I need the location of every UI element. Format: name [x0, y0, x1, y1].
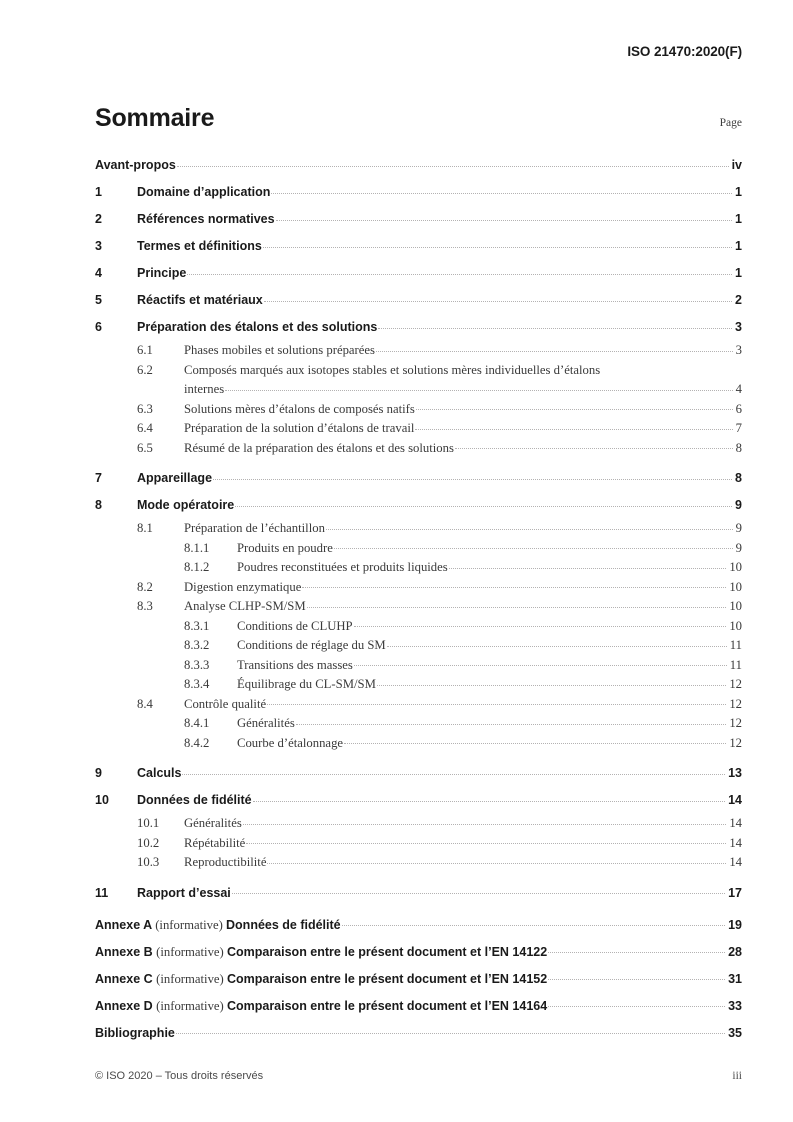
dot-leader — [548, 1005, 725, 1007]
dot-leader — [271, 192, 732, 194]
toc-entry[interactable] — [95, 695, 742, 715]
annex-label: Annexe C — [95, 971, 157, 986]
dot-leader — [267, 703, 726, 705]
dot-leader — [344, 742, 726, 744]
toc-entry-number: 10.1 — [137, 816, 160, 830]
toc-entry[interactable] — [95, 578, 742, 598]
toc-entry-body — [137, 760, 742, 787]
toc-entry-number: 8.3 — [137, 599, 153, 613]
toc-entry-number: 10.3 — [137, 855, 160, 869]
toc-entry-title: Préparation des étalons et des solutions — [137, 320, 378, 334]
toc-entry-body — [237, 734, 742, 754]
toc-entry[interactable] — [95, 597, 742, 617]
dot-leader — [416, 408, 733, 410]
dot-leader — [243, 823, 727, 825]
dot-leader — [354, 625, 727, 627]
toc-entry-body — [137, 260, 742, 287]
toc-entry-number: 7 — [95, 471, 102, 485]
toc-entry-page: 1 — [735, 185, 742, 199]
toc-entry[interactable] — [95, 1020, 742, 1047]
dot-leader — [213, 478, 732, 480]
toc-entry[interactable] — [95, 179, 742, 206]
toc-entry-title-continued: internes — [184, 382, 225, 396]
toc-entry-title: Rapport d’essai — [137, 885, 231, 900]
toc-entry-page: 14 — [728, 793, 742, 807]
toc-entry-body — [137, 287, 742, 314]
toc-entry-body — [237, 617, 742, 637]
toc-entry-number: 10 — [95, 793, 109, 807]
toc-entry[interactable] — [95, 675, 742, 695]
toc-entry-number: 6.5 — [137, 440, 153, 455]
toc-entry-number: 8.3.3 — [184, 657, 210, 672]
toc-entry[interactable] — [95, 400, 742, 420]
toc-entry-body — [95, 912, 742, 939]
toc-entry-page: 12 — [729, 716, 742, 730]
toc-entry-body — [184, 439, 742, 459]
toc-entry-title: Analyse CLHP-SM/SM — [184, 599, 306, 613]
toc-entry[interactable] — [95, 787, 742, 814]
toc-entry[interactable] — [95, 993, 742, 1020]
toc-entry-title: Produits en poudre — [237, 540, 333, 555]
toc-entry-body — [237, 539, 742, 559]
toc-entry[interactable] — [95, 260, 742, 287]
toc-entry[interactable] — [95, 233, 742, 260]
toc-entry-page: 7 — [735, 421, 742, 435]
toc-entry-body — [237, 558, 742, 578]
toc-entry-number: 8.3.1 — [184, 618, 210, 633]
toc-entry-page: 9 — [735, 498, 742, 512]
toc-entry-number: 8.4 — [137, 696, 153, 711]
annex-title: Comparaison entre le présent document et l’EN 14122 — [226, 944, 548, 959]
toc-entry-number: 10.2 — [137, 835, 160, 850]
dot-leader — [377, 684, 726, 686]
dot-leader — [548, 951, 725, 953]
toc-entry-page: 13 — [728, 766, 742, 780]
toc-entry-title: Répétabilité — [184, 835, 246, 850]
toc-entry-title — [95, 966, 547, 993]
toc-entry-page: 19 — [728, 917, 742, 932]
toc-entry-title: Poudres reconstituées et produits liquides — [237, 560, 448, 574]
toc-entry-body — [184, 578, 742, 598]
toc-entry-number: 4 — [95, 266, 102, 280]
toc-entry-page: 17 — [728, 885, 742, 900]
toc-entry-title: Préparation de l’échantillon — [184, 521, 325, 535]
toc-entry[interactable] — [95, 656, 742, 676]
toc-entry-title: Contrôle qualité — [184, 696, 267, 711]
toc-entry-page: 28 — [728, 944, 742, 959]
toc-entry-page: 14 — [729, 835, 742, 850]
dot-leader — [342, 924, 725, 926]
page-column-header: Page — [719, 117, 742, 129]
toc-entry-number: 6.4 — [137, 421, 153, 435]
toc-entry[interactable] — [95, 206, 742, 233]
toc-entry-title: Domaine d’application — [137, 185, 271, 199]
dot-leader — [225, 389, 732, 391]
dot-leader — [449, 567, 727, 569]
toc-entry-body — [137, 465, 742, 492]
toc-entry-title: Préparation de la solution d’étalons de travail — [184, 421, 415, 435]
toc-entry[interactable] — [95, 814, 742, 834]
toc-entry-body — [95, 939, 742, 966]
toc-entry[interactable] — [95, 734, 742, 754]
toc-entry-number: 1 — [95, 185, 102, 199]
toc-entry-title: Généralités — [237, 716, 295, 730]
annex-qualifier: (informative) — [155, 917, 227, 932]
dot-leader — [387, 645, 727, 647]
toc-entry-number: 6.1 — [137, 343, 153, 357]
toc-entry-title: Références normatives — [137, 212, 275, 226]
toc-entry-page: 10 — [729, 579, 742, 594]
toc-entry-number: 8.2 — [137, 579, 153, 594]
dot-leader — [264, 300, 732, 302]
page-folio: iii — [732, 1070, 742, 1082]
annex-qualifier: (informative) — [156, 998, 227, 1013]
toc-entry-body — [237, 636, 742, 656]
toc-entry[interactable] — [95, 636, 742, 656]
annex-qualifier: (informative) — [156, 971, 227, 986]
toc-entry-page: 2 — [735, 293, 742, 307]
dot-leader — [376, 350, 733, 352]
dot-leader — [378, 327, 732, 329]
toc-entry[interactable] — [95, 912, 742, 939]
toc-entry-body — [184, 814, 742, 834]
annex-qualifier: (informative) — [156, 944, 227, 959]
toc-entry[interactable] — [95, 966, 742, 993]
toc-entry-number: 6.3 — [137, 401, 153, 416]
toc-entry[interactable] — [95, 539, 742, 559]
toc-entry-page: 33 — [728, 998, 742, 1013]
toc-entry-page: 3 — [735, 343, 742, 357]
document-reference-header: ISO 21470:2020(F) — [627, 44, 742, 59]
annex-label: Annexe D — [95, 998, 157, 1013]
toc-entry-body — [95, 152, 742, 179]
dot-leader — [263, 246, 732, 248]
toc-entry-number: 5 — [95, 293, 102, 307]
toc-entry-page: 10 — [729, 618, 742, 633]
toc-entry[interactable] — [95, 465, 742, 492]
toc-entry-title — [95, 939, 547, 966]
toc-entry-body — [137, 880, 742, 907]
toc-entry[interactable] — [95, 617, 742, 637]
toc-entry-body — [184, 853, 742, 873]
toc-entry[interactable] — [95, 361, 742, 400]
toc-entry[interactable] — [95, 419, 742, 439]
toc-entry-page: iv — [731, 158, 742, 172]
toc-entry-number: 3 — [95, 239, 102, 253]
toc-entry-title: Généralités — [184, 816, 242, 830]
toc-entry-body — [137, 179, 742, 206]
toc-title-row — [95, 106, 742, 131]
dot-leader — [276, 219, 732, 221]
toc-entry-body — [237, 656, 742, 676]
toc-entry-title: Résumé de la préparation des étalons et des solutions — [184, 440, 454, 455]
dot-leader — [326, 528, 733, 530]
toc-entry[interactable] — [95, 287, 742, 314]
toc-entry-title: Données de fidélité — [137, 793, 252, 807]
page-title: Sommaire — [95, 104, 215, 132]
toc-entry-title: Réactifs et matériaux — [137, 293, 263, 307]
dot-leader — [182, 773, 725, 775]
toc-entry-title — [95, 912, 341, 939]
toc-entry-body — [137, 314, 742, 341]
toc-entry-title: Solutions mères d’étalons de composés natifs — [184, 401, 415, 416]
toc-entry-number: 8.1 — [137, 521, 153, 535]
dot-leader — [455, 447, 733, 449]
toc-entry-line — [95, 380, 742, 400]
annex-label: Annexe B — [95, 944, 157, 959]
toc-entry-page: 14 — [729, 855, 742, 869]
toc-entry-title: Digestion enzymatique — [184, 579, 302, 594]
dot-leader — [334, 547, 733, 549]
toc-entry-body — [184, 400, 742, 420]
toc-entry-page: 31 — [728, 971, 742, 986]
toc-entry-page: 12 — [729, 735, 742, 750]
dot-leader — [302, 586, 726, 588]
toc-entry-title: Reproductibilité — [184, 855, 267, 869]
toc-entry-number: 8.3.2 — [184, 638, 210, 652]
toc-entry-number: 8.3.4 — [184, 677, 210, 691]
dot-leader — [548, 978, 725, 980]
annex-title: Comparaison entre le présent document et l’EN 14152 — [226, 971, 548, 986]
toc-entry-title: Équilibrage du CL-SM/SM — [237, 677, 376, 691]
toc-entry-number: 8.1.2 — [184, 560, 210, 574]
toc-entry[interactable] — [95, 558, 742, 578]
toc-entry-title: Calculs — [137, 766, 182, 780]
toc-entry[interactable] — [95, 314, 742, 341]
toc-entry-title: Conditions de CLUHP — [237, 618, 353, 633]
dot-leader — [177, 165, 729, 167]
annex-title: Comparaison entre le présent document et l’EN 14164 — [226, 998, 548, 1013]
toc-entry-page: 9 — [735, 540, 742, 555]
toc-entry[interactable] — [95, 519, 742, 539]
dot-leader — [176, 1032, 725, 1034]
toc-entry-title — [95, 993, 547, 1020]
toc-entry[interactable] — [95, 834, 742, 854]
toc-entry-page: 8 — [735, 440, 742, 455]
toc-entry-title: Avant-propos — [95, 158, 176, 172]
toc-entry-page: 11 — [729, 657, 742, 672]
toc-entry-line — [95, 361, 742, 381]
toc-entry-number: 6.2 — [137, 362, 153, 377]
toc-entry-title: Courbe d’étalonnage — [237, 735, 344, 750]
toc-entry-title: Termes et définitions — [137, 239, 262, 253]
toc-entry-body — [237, 675, 742, 695]
toc-entry-title: Transitions des masses — [237, 657, 353, 672]
toc-entry-title: Composés marqués aux isotopes stables et solutions mères individuelles d’étalons — [184, 362, 601, 377]
toc-entry[interactable] — [95, 152, 742, 179]
toc-entry[interactable] — [95, 714, 742, 734]
dot-leader — [235, 505, 732, 507]
toc-entry[interactable] — [95, 492, 742, 519]
toc-entry-page: 9 — [735, 521, 742, 535]
toc-entry-body — [184, 695, 742, 715]
toc-entry-body — [237, 714, 742, 734]
toc-entry[interactable] — [95, 853, 742, 873]
dot-leader — [415, 428, 732, 430]
toc-entry-body — [137, 233, 742, 260]
toc-entry[interactable] — [95, 439, 742, 459]
toc-entry-body — [184, 419, 742, 439]
annex-label: Bibliographie — [95, 1025, 175, 1040]
toc-entry-number: 9 — [95, 766, 102, 780]
toc-entry-page: 1 — [735, 266, 742, 280]
dot-leader — [307, 606, 727, 608]
toc-entry-page: 10 — [729, 599, 742, 613]
toc-entry-page: 12 — [729, 677, 742, 691]
dot-leader — [187, 273, 732, 275]
toc-entry-page: 35 — [728, 1025, 742, 1040]
toc-entry-body — [137, 787, 742, 814]
annex-title: Données de fidélité — [226, 917, 341, 932]
toc-entry-page: 1 — [735, 212, 742, 226]
toc-entry[interactable] — [95, 880, 742, 907]
annex-label: Annexe A — [95, 917, 156, 932]
toc-entry-number: 8.4.1 — [184, 716, 210, 730]
toc-entry-page: 11 — [729, 638, 742, 652]
toc-entry-title: Appareillage — [137, 471, 213, 485]
toc-entry-page: 6 — [735, 401, 742, 416]
copyright-notice: © ISO 2020 – Tous droits réservés — [95, 1070, 264, 1082]
toc-entry-body — [184, 341, 742, 361]
toc-entry-page: 8 — [735, 471, 742, 485]
toc-entry-page: 14 — [729, 816, 742, 830]
toc-entry-title: Conditions de réglage du SM — [237, 638, 386, 652]
toc-entry-body — [137, 206, 742, 233]
toc-entry-page: 12 — [729, 696, 742, 711]
toc-entry-body — [95, 966, 742, 993]
toc-entry-page: 10 — [729, 560, 742, 574]
toc-entry-body — [184, 597, 742, 617]
table-of-contents — [95, 152, 742, 1047]
dot-leader — [246, 842, 726, 844]
toc-entry-title — [95, 1020, 175, 1047]
toc-entry-title: Phases mobiles et solutions préparées — [184, 343, 375, 357]
dot-leader — [232, 892, 725, 894]
toc-entry-number: 8.4.2 — [184, 735, 210, 750]
toc-entry-page: 3 — [735, 320, 742, 334]
toc-entry[interactable] — [95, 939, 742, 966]
dot-leader — [296, 723, 727, 725]
toc-entry-body — [184, 519, 742, 539]
toc-entry-number: 8 — [95, 498, 102, 512]
toc-entry-number: 11 — [95, 885, 109, 900]
toc-entry-body — [184, 834, 742, 854]
toc-entry[interactable] — [95, 341, 742, 361]
toc-entry[interactable] — [95, 760, 742, 787]
toc-entry-title: Mode opératoire — [137, 498, 235, 512]
toc-entry-number: 6 — [95, 320, 102, 334]
toc-entry-page: 1 — [735, 239, 742, 253]
dot-leader — [267, 862, 726, 864]
toc-entry-number: 2 — [95, 212, 102, 226]
toc-entry-body — [95, 1020, 742, 1047]
toc-entry-body — [137, 492, 742, 519]
dot-leader — [253, 800, 725, 802]
toc-entry-title: Principe — [137, 266, 187, 280]
dot-leader — [354, 664, 727, 666]
toc-entry-body — [95, 993, 742, 1020]
page-footer — [95, 1070, 742, 1082]
toc-entry-number: 8.1.1 — [184, 540, 210, 555]
toc-entry-page: 4 — [735, 382, 742, 396]
